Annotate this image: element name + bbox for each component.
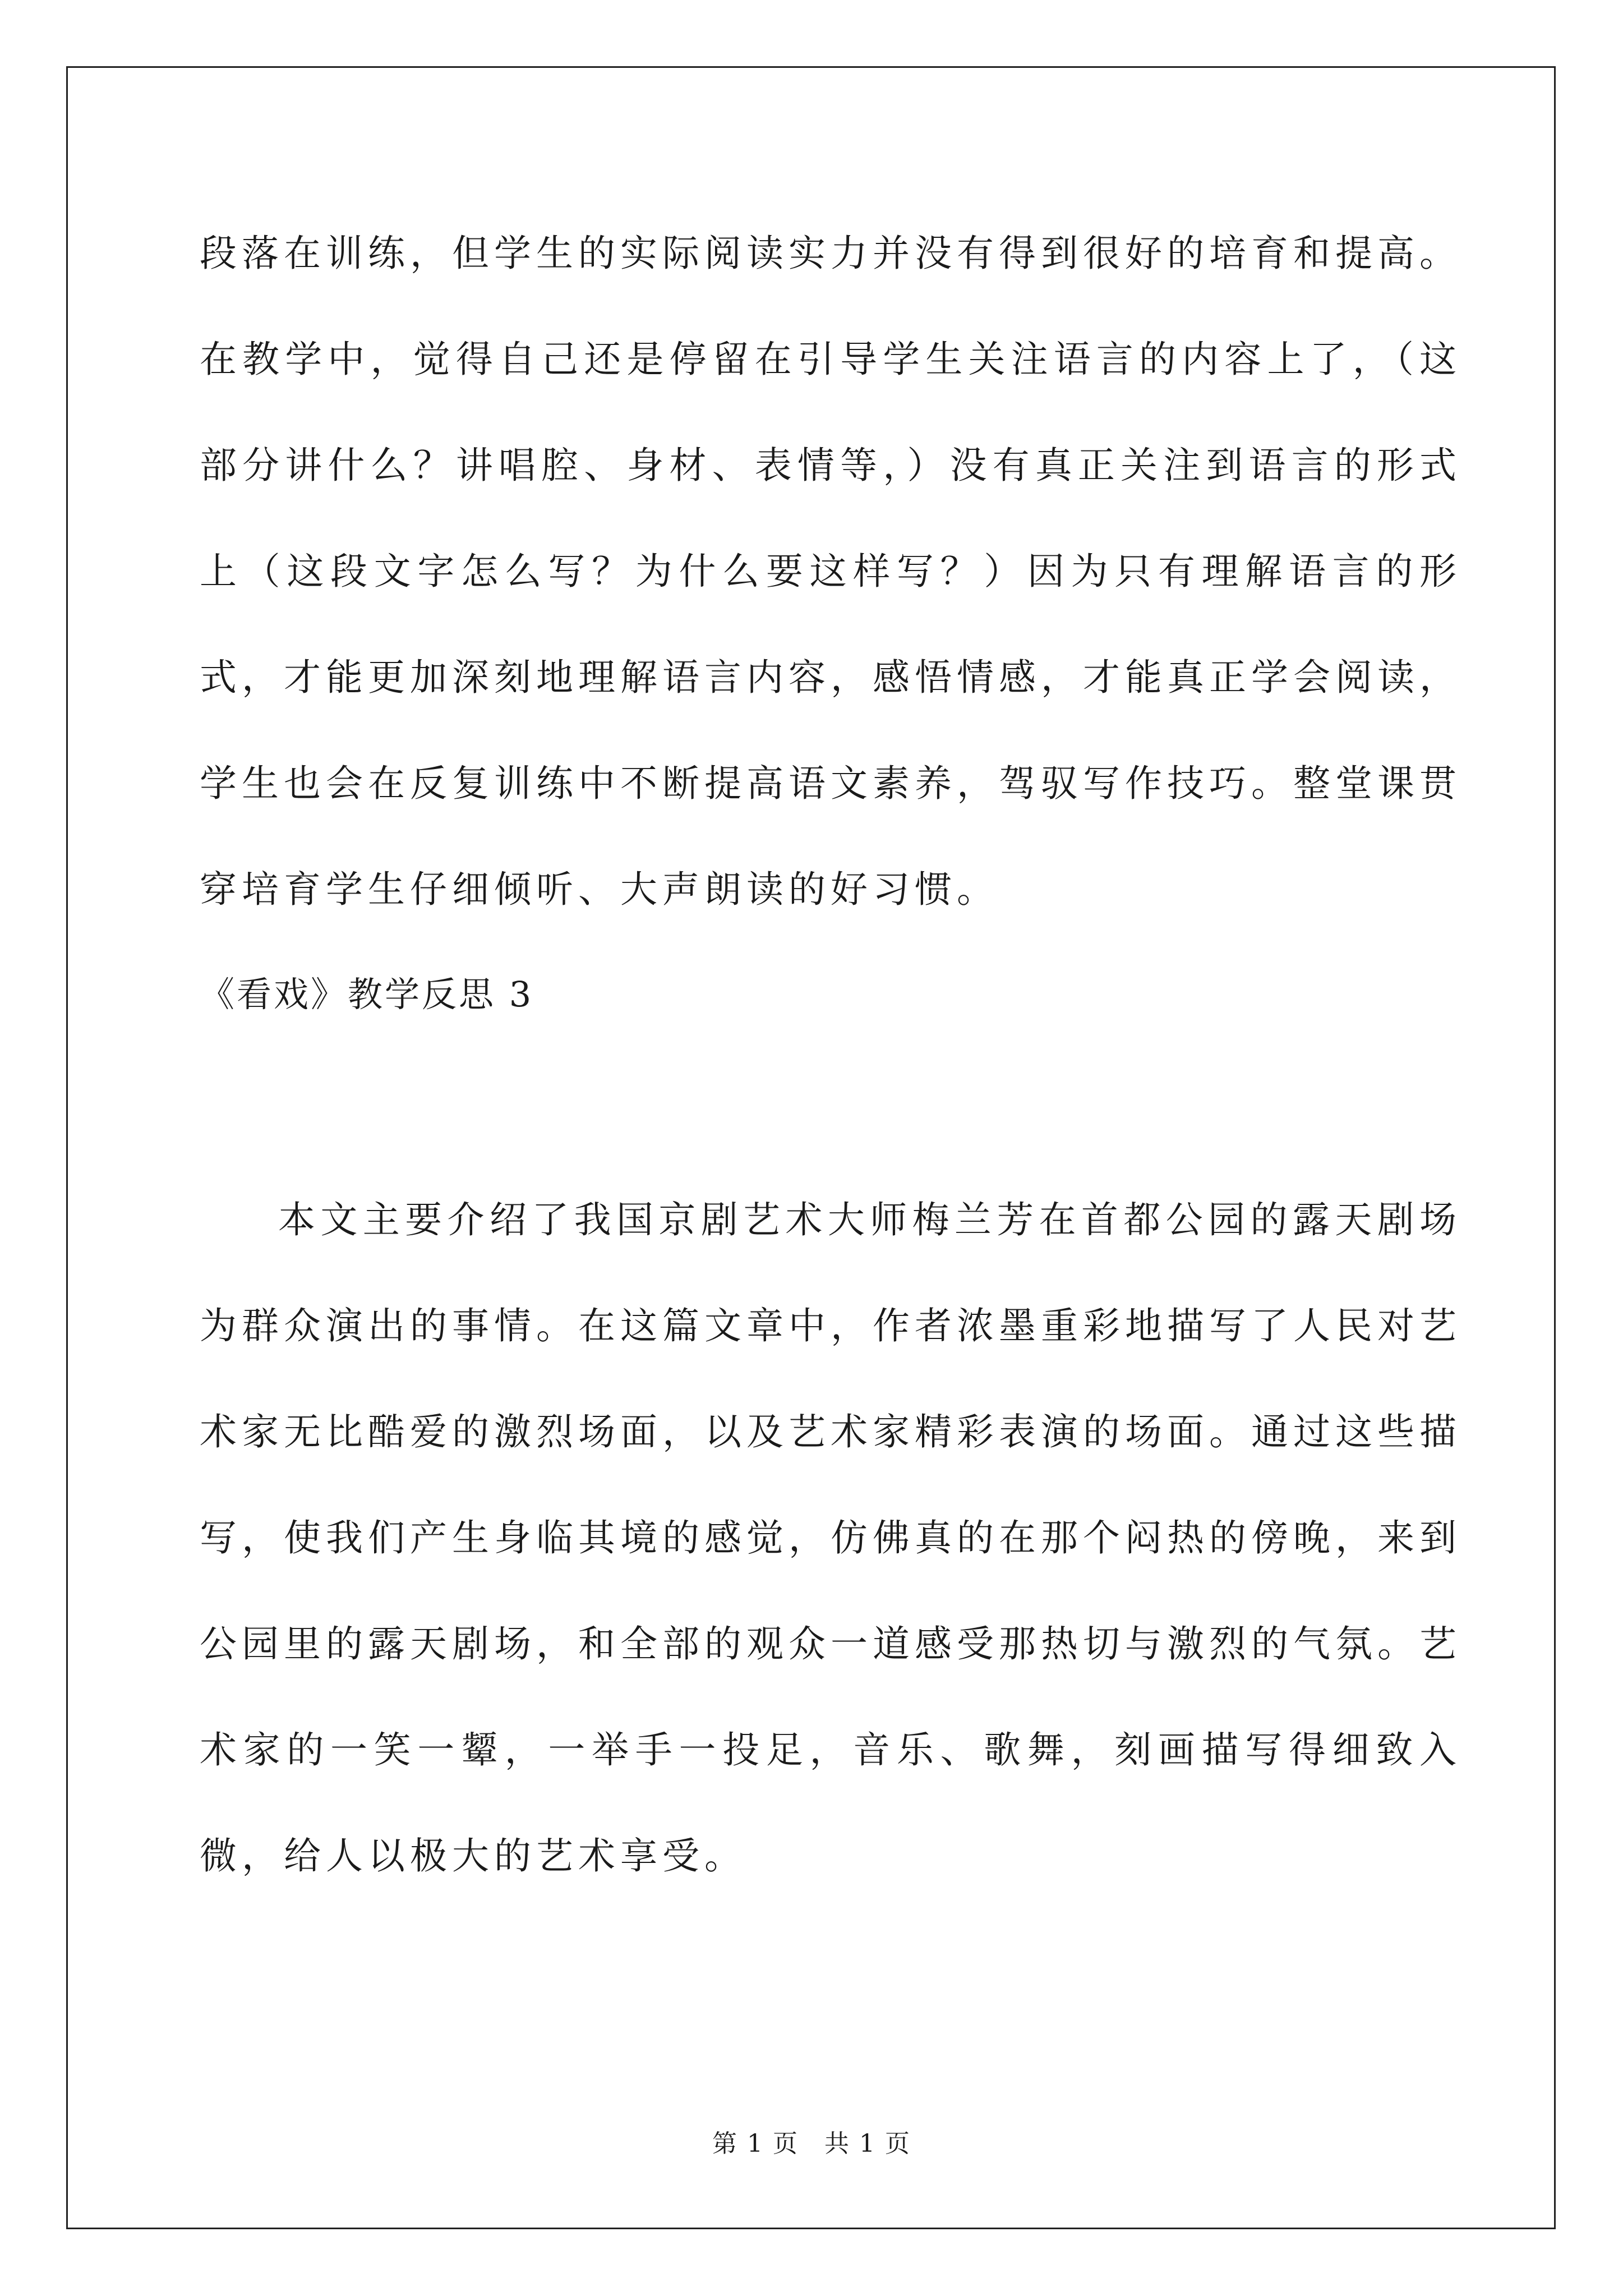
- paragraph-2: 本文主要介绍了我国京剧艺术大师梅兰芳在首都公园的露天剧场为群众演出的事情。在这篇文章中，作者浓墨重彩地描写了人民对艺术家无比酷爱的激烈场面，以及艺术家精彩表演的场面。通过这些描写，使我们产生身临其境的感觉，仿佛真的在那个闷热的傍晚，来到公园里的露天剧场，和全部的观众一道感受那热切与激烈的气氛。艺术家的一笑一颦，一举手一投足，音乐、歌舞，刻画描写得细致入微，给人以极大的艺术享受。: [200, 1198, 1461, 1878]
- section-heading: 《看戏》教学反思 3: [200, 974, 534, 1015]
- page-footer: 第 1 页 共 1 页: [712, 2129, 911, 2158]
- body-text-block-2: [200, 1167, 1461, 1909]
- body-text-block-1: [200, 200, 1461, 942]
- paragraph-1: 段落在训练，但学生的实际阅读实力并没有得到很好的培育和提高。在教学中，觉得自己还是停留在引导学生关注语言的内容上了，（这部分讲什么？讲唱腔、身材、表情等，）没有真正关注到语言的形式上（这段文字怎么写？为什么要这样写？）因为只有理解语言的形式，才能更加深刻地理解语言内容，感悟情感，才能真正学会阅读，学生也会在反复训练中不断提高语文素养，驾驭写作技巧。整堂课贯穿培育学生仔细倾听、大声朗读的好习惯。: [200, 232, 1461, 911]
